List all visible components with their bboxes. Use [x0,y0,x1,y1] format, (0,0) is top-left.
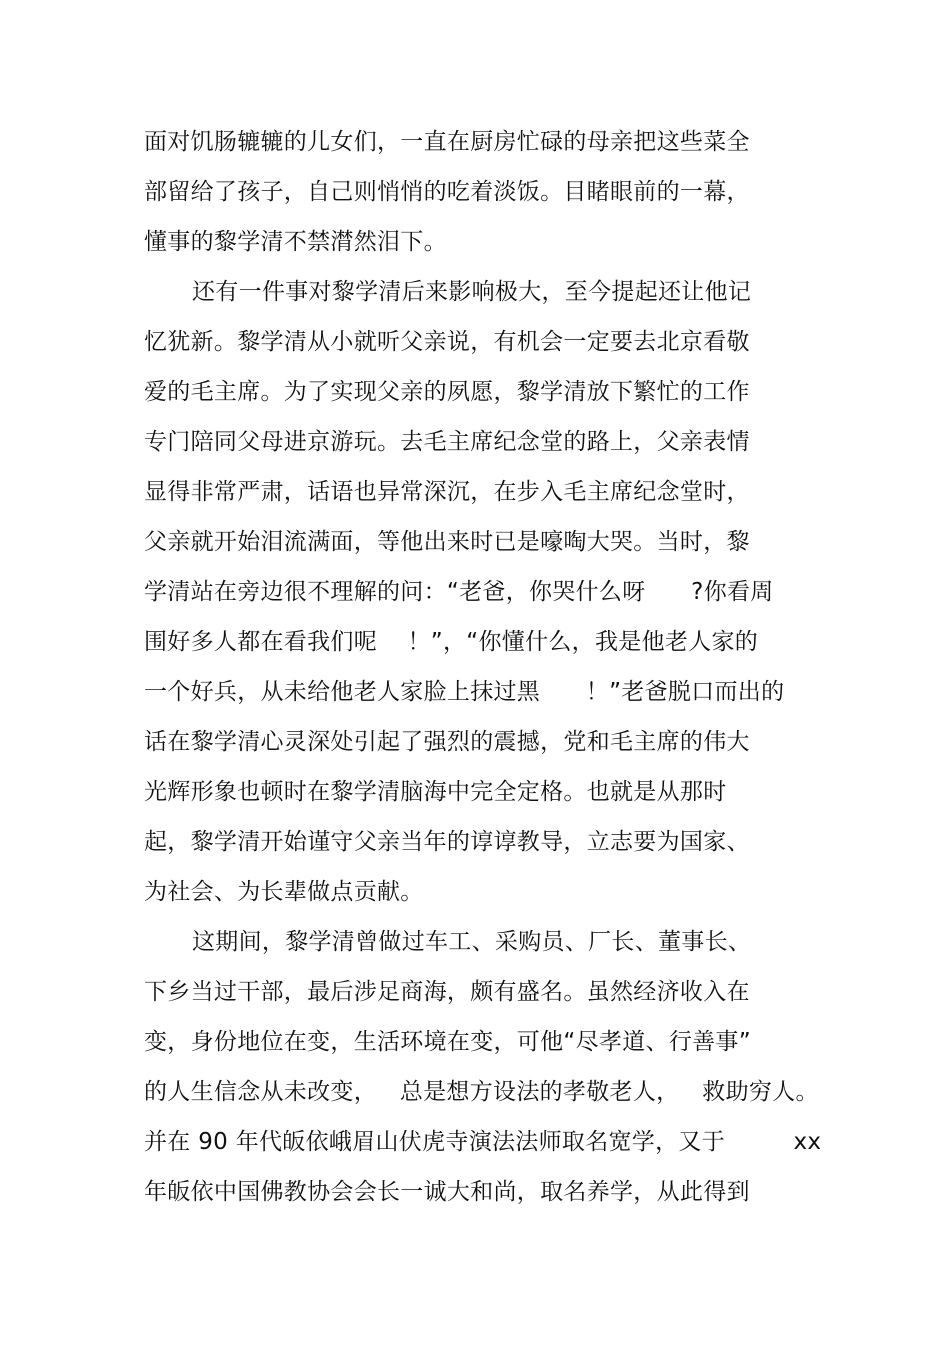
text-line: 围好多人都在看我们呢 ！”，“你懂什么，我是他老人家的 [144,629,759,655]
text-line: 显得非常严肃，话语也异常深沉，在步入毛主席纪念堂时， [144,479,750,505]
text-line: 专门陪同父母进京游玩。去毛主席纪念堂的路上，父亲表情 [144,429,750,455]
text-line: 年皈依中国佛教协会会长一诚大和尚，取名养学，从此得到 [144,1179,750,1205]
text-line: 面对饥肠辘辘的儿女们，一直在厨房忙碌的母亲把这些菜全 [144,129,750,155]
text-line: 光辉形象也顿时在黎学清脑海中完全定格。也就是从那时 [144,779,727,805]
text-line: 下乡当过干部，最后涉足商海，颇有盛名。虽然经济收入在 [144,979,750,1005]
text-line: 变，身份地位在变，生活环境在变，可他“尽孝道、行善事” [144,1029,751,1055]
text-line: 爱的毛主席。为了实现父亲的夙愿，黎学清放下繁忙的工作 [144,379,750,405]
text-line: 为社会、为长辈做点贡献。 [144,879,424,905]
text-line: 学清站在旁边很不理解的问：“老爸，你哭什么呀 ?你看周 [144,579,774,605]
text-line: 一个好兵，从未给他老人家脸上抹过黑 ！”老爸脱口而出的 [144,679,785,705]
text-line: 父亲就开始泪流满面，等他出来时已是嚎啕大哭。当时，黎 [144,529,750,555]
text-line: 起，黎学清开始谨守父亲当年的谆谆教导，立志要为国家、 [144,829,750,855]
text-line: 话在黎学清心灵深处引起了强烈的震撼，党和毛主席的伟大 [144,729,750,755]
text-line: 懂事的黎学清不禁潸然泪下。 [144,229,447,255]
paragraph-first-line: 这期间，黎学清曾做过车工、采购员、厂长、董事长、 [192,929,752,955]
text-line: 部留给了孩子，自己则悄悄的吃着淡饭。目睹眼前的一幕， [144,179,750,205]
text-line: 并在 90 年代皈依峨眉山伏虎寺演法法师取名宽学，又于 xx [144,1129,822,1155]
text-line: 忆犹新。黎学清从小就听父亲说，有机会一定要去北京看敬 [144,329,750,355]
text-line: 的人生信念从未改变， 总是想方设法的孝敬老人， 救助穷人。 [144,1079,819,1105]
paragraph-first-line: 还有一件事对黎学清后来影响极大，至今提起还让他记 [192,279,752,305]
